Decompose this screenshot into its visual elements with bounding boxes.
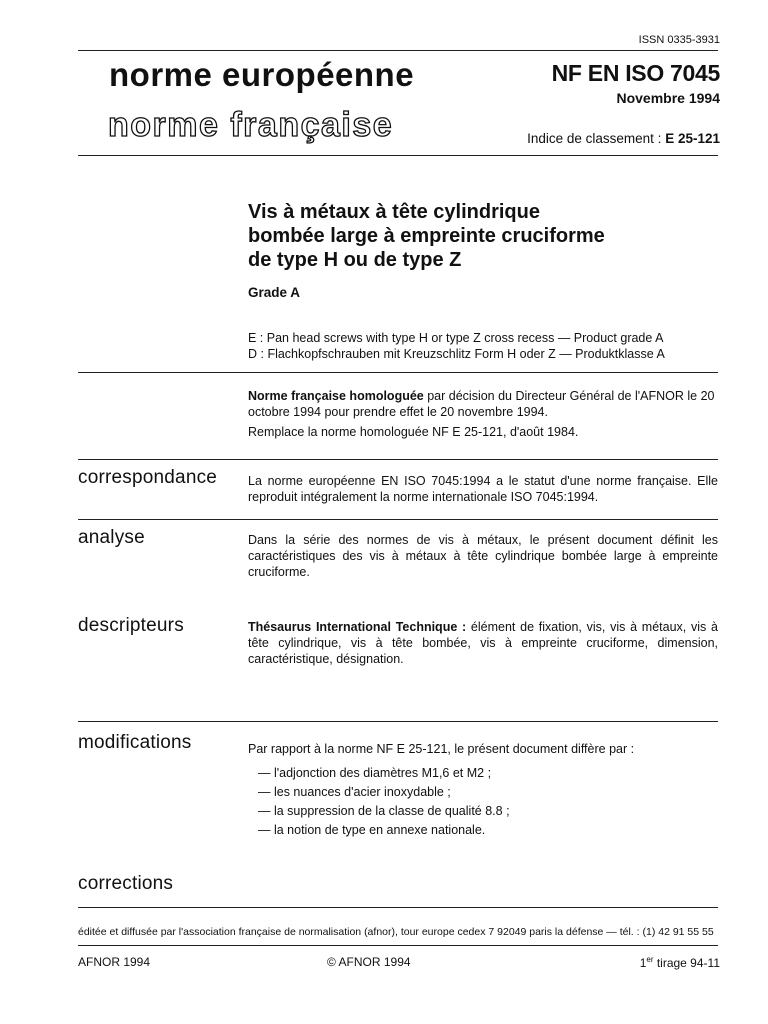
- descripteurs-text: élément de fixation, vis, vis à métaux, vis à tête cylindrique, vis à tête bombée, vis à empreinte cruciforme, dimension, caractéristique, désignation.: [248, 620, 718, 666]
- homologation-text: par décision du Directeur Général de l'AFNOR le 20 octobre 1994 pour prendre effet le 20 novembre 1994.: [248, 389, 715, 419]
- issn-number: ISSN 0335-3931: [638, 34, 720, 46]
- tirage-superscript: er: [646, 955, 654, 964]
- corrections-heading: corrections: [78, 873, 174, 894]
- publication-date: Novembre 1994: [616, 90, 720, 106]
- title-line-2: bombée large à empreinte cruciforme: [248, 225, 605, 247]
- translation-german: D : Flachkopfschrauben mit Kreuzschlitz Form H oder Z — Produktklasse A: [248, 347, 665, 361]
- footer-left: AFNOR 1994: [78, 955, 151, 969]
- header-bottom-rule: [78, 155, 718, 156]
- modification-item: — l'adjonction des diamètres M1,6 et M2 ;: [258, 766, 492, 780]
- translation-english: E : Pan head screws with type H or type Z cross recess — Product grade A: [248, 331, 664, 345]
- publisher-line: éditée et diffusée par l'association française de normalisation (afnor), tour europe cedex 7 92049 paris la défense — tél. : (1) 42 91 55 55: [78, 926, 714, 938]
- footer-tirage: [640, 955, 720, 970]
- modifications-body: [248, 740, 634, 840]
- corrections-bottom-rule: [78, 907, 718, 908]
- homologation-replaces: Remplace la norme homologuée NF E 25-121, d'août 1984.: [248, 425, 579, 439]
- correspondance-heading: correspondance: [78, 467, 218, 488]
- modification-item: — la suppression de la classe de qualité 8.8 ;: [258, 804, 510, 818]
- title-translations: [248, 330, 665, 362]
- correspondance-bottom-rule: [78, 519, 718, 520]
- header-top-rule: [78, 50, 718, 51]
- homologation-decision: [248, 388, 718, 420]
- tirage-number: 1: [639, 956, 647, 970]
- modification-item: — les nuances d'acier inoxydable ;: [258, 785, 451, 799]
- correspondance-body: La norme européenne EN ISO 7045:1994 a le statut d'une norme française. Elle reproduit intégralement la norme internationale ISO 7045:1994.: [248, 474, 718, 504]
- descripteurs-lead: Thésaurus International Technique :: [248, 620, 467, 634]
- homologation-lead: Norme française homologuée: [248, 389, 424, 403]
- footer-rule: [78, 945, 718, 946]
- homologation-block: [248, 388, 718, 440]
- title-line-3: de type H ou de type Z: [248, 249, 462, 271]
- descripteurs-body: [248, 619, 718, 667]
- indice-label: Indice de classement :: [527, 131, 662, 146]
- standard-number: NF EN ISO 7045: [551, 60, 720, 86]
- descripteurs-bottom-rule: [78, 721, 718, 722]
- title-bottom-rule: [78, 372, 718, 373]
- tirage-text: tirage 94-11: [653, 956, 720, 970]
- grade-label: Grade A: [248, 285, 301, 300]
- indice-value: E 25-121: [665, 131, 720, 146]
- norme-europeenne-heading: norme européenne: [109, 56, 415, 93]
- analyse-body: Dans la série des normes de vis à métaux, le présent document définit les caractéristiques des vis à métaux à tête cylindrique bombée large à empreinte cruciforme.: [248, 533, 718, 579]
- modification-item: — la notion de type en annexe nationale.: [258, 823, 486, 837]
- descripteurs-heading: descripteurs: [78, 615, 184, 636]
- title-line-1: Vis à métaux à tête cylindrique: [248, 201, 540, 223]
- document-title: [248, 200, 698, 272]
- norme-francaise-heading: norme française: [108, 106, 394, 144]
- footer-copyright: © AFNOR 1994: [327, 955, 411, 969]
- analyse-heading: analyse: [78, 527, 145, 548]
- homologation-bottom-rule: [78, 459, 718, 460]
- modifications-intro: Par rapport à la norme NF E 25-121, le présent document diffère par :: [248, 742, 635, 756]
- indice-classement: [527, 131, 720, 146]
- modifications-heading: modifications: [78, 732, 192, 753]
